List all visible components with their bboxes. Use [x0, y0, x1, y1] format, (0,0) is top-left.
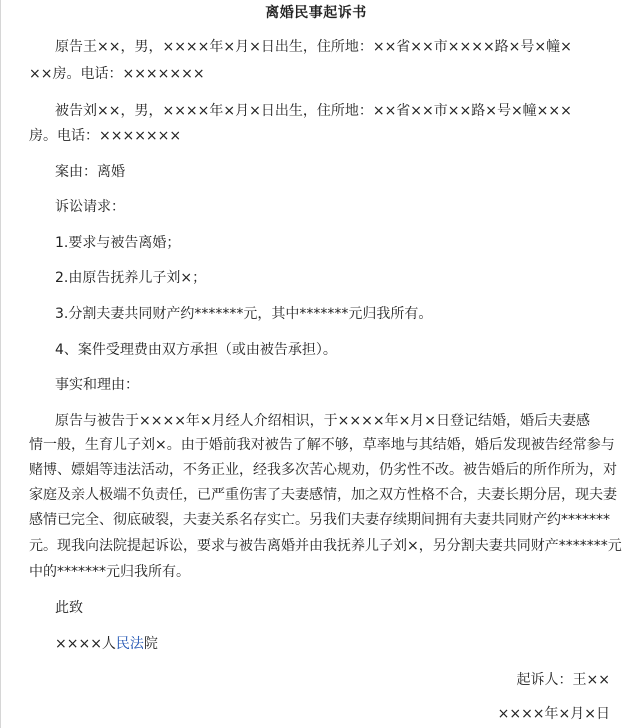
signature: 起诉人：王×× [516, 672, 610, 688]
court-name [55, 633, 158, 655]
closing-salutation: 此致 [55, 600, 83, 616]
facts-line: 元。现我向法院提起诉讼，要求与被告离婚并由我抚养儿子刘×，另分割夫妻共同财产*******元 [29, 538, 622, 554]
claims-heading: 诉讼请求： [55, 199, 125, 215]
claim-item: 2.由原告抚养儿子刘×； [55, 270, 207, 286]
facts-line: 中的*******元归我所有。 [29, 564, 190, 580]
facts-line: 家庭及亲人极端不负责任，已严重伤害了夫妻感情，加之双方性格不合，夫妻长期分居，现夫妻 [29, 487, 617, 503]
date: ××××年×月×日 [497, 706, 610, 722]
defendant-line-1: 被告刘××，男，××××年×月×日出生，住所地：××省××市××路×号×幢××× [55, 103, 572, 119]
document-title: 离婚民事起诉书 [265, 5, 367, 21]
claim-item: 1.要求与被告离婚； [55, 235, 181, 251]
court-suffix: 院 [143, 636, 158, 652]
facts-line: 赌博、嫖娼等违法活动，不务正业，经我多次苦心规劝，仍劣性不改。被告婚后的所作所为，对 [29, 462, 617, 478]
facts-heading: 事实和理由： [55, 377, 139, 393]
claim-item: 3.分割夫妻共同财产约*******元，其中*******元归我所有。 [55, 306, 433, 322]
claim-item: 4、案件受理费由双方承担（或由被告承担）。 [55, 342, 337, 358]
facts-line: 情一般，生育儿子刘×。由于婚前我对被告了解不够，草率地与其结婚，婚后发现被告经常参与 [29, 437, 615, 453]
plaintiff-line-2: ××房。电话：××××××× [29, 66, 205, 82]
facts-line: 感情已完全、彻底破裂，夫妻关系名存实亡。另我们夫妻存续期间拥有夫妻共同财产约******* [29, 512, 610, 528]
cause-of-action: 案由：离婚 [55, 164, 125, 180]
defendant-line-2: 房。电话：××××××× [29, 128, 182, 144]
plaintiff-line-1: 原告王××，男，××××年×月×日出生，住所地：××省××市××××路×号×幢× [55, 39, 572, 55]
court-link[interactable]: 民法 [115, 636, 144, 652]
facts-line: 原告与被告于××××年×月经人介绍相识，于××××年×月×日登记结婚，婚后夫妻感 [55, 413, 591, 429]
court-prefix: ××××人 [55, 636, 116, 652]
